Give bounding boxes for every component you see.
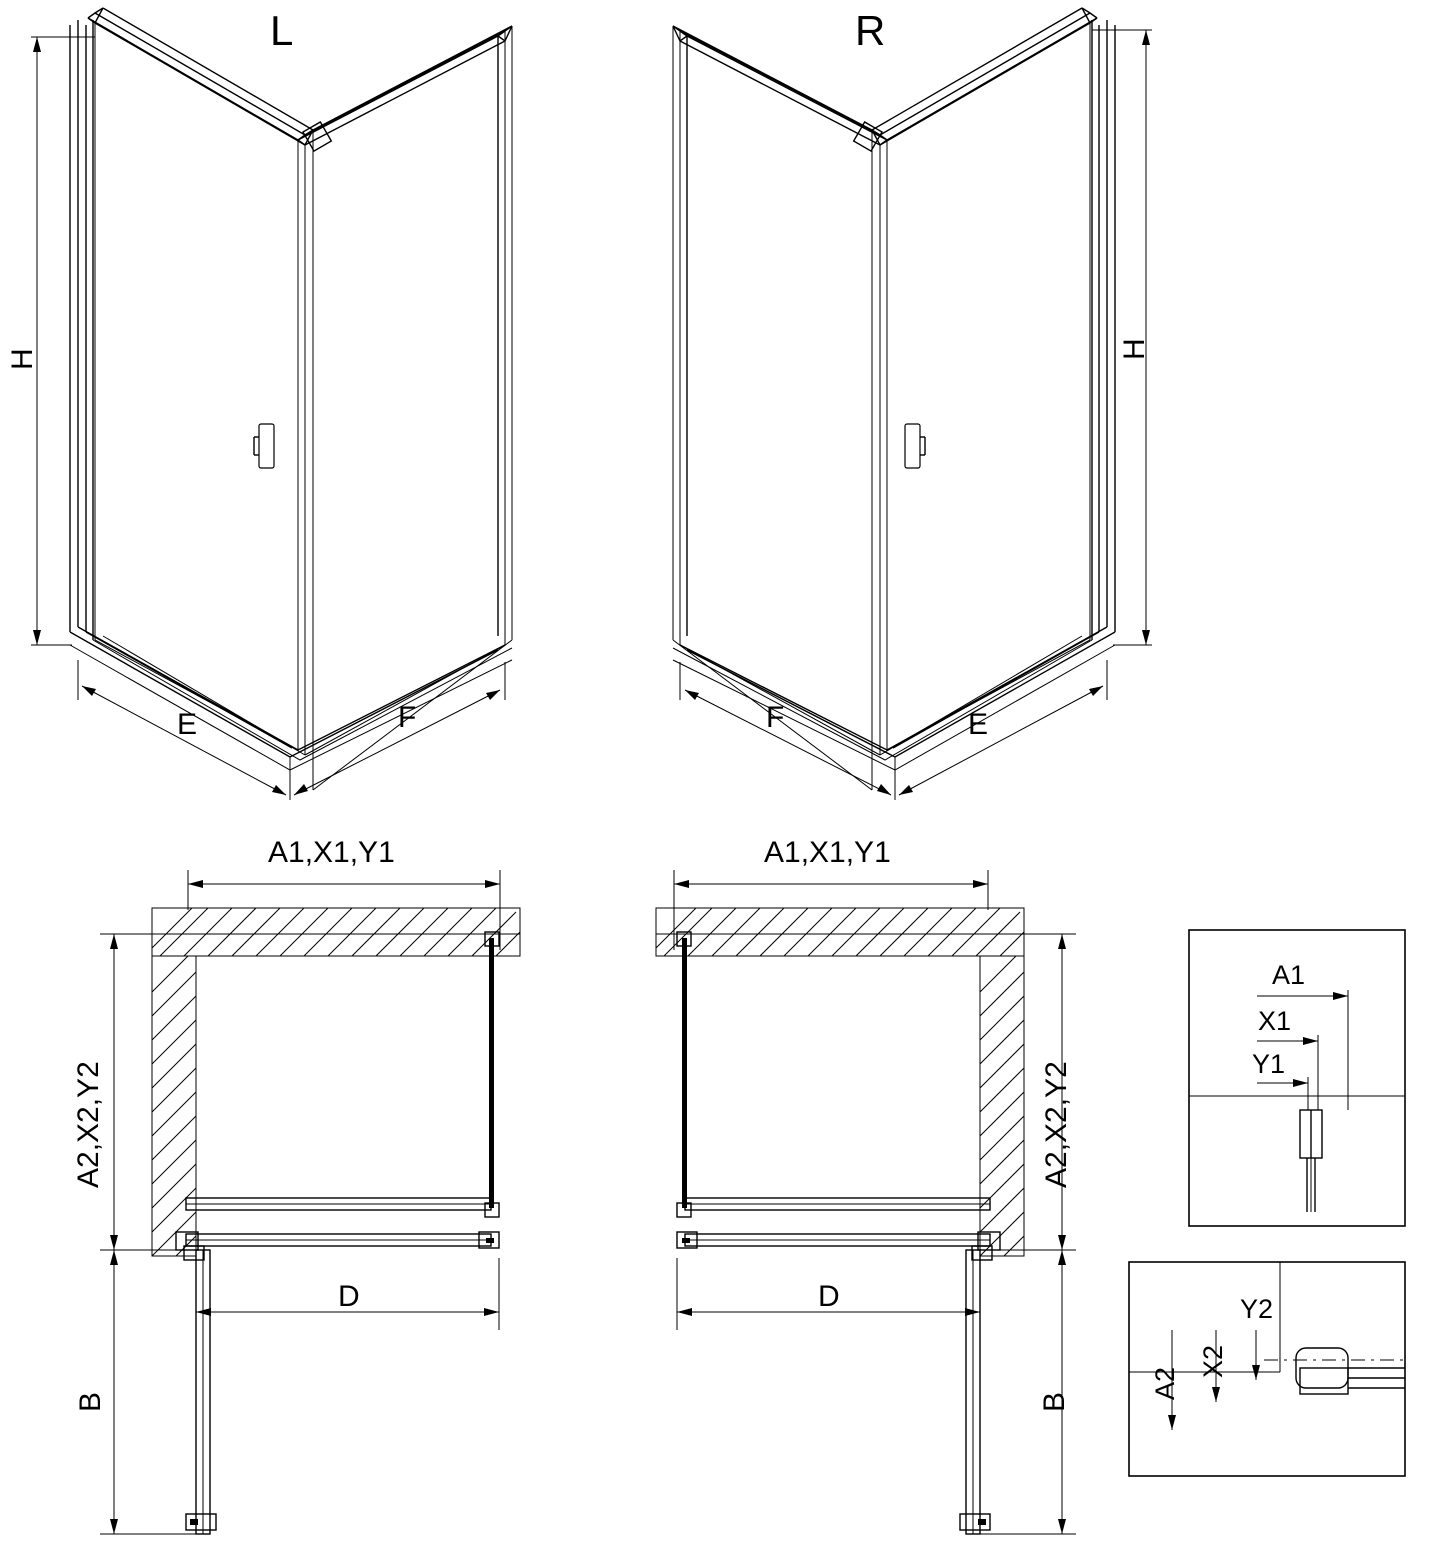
- variant-label-left: L: [270, 7, 294, 54]
- iso-right-base-front-label: E: [968, 708, 989, 741]
- detail-top-label-a1: A1: [1272, 960, 1306, 990]
- plan-left-door-swing-dimension: B: [74, 1391, 107, 1412]
- plan-right-door-swing-dimension: B: [1038, 1391, 1071, 1412]
- iso-view-left: [31, 8, 512, 800]
- detail-top-label-y1: Y1: [1252, 1049, 1286, 1079]
- iso-left-height-label: H: [6, 348, 39, 370]
- plan-left-side-dimension: A2,X2,Y2: [72, 1061, 105, 1188]
- iso-right-base-side-label: F: [766, 701, 785, 734]
- plan-left-top-dimension: A1,X1,Y1: [268, 836, 395, 869]
- detail-bottom-label-a2: A2: [1150, 1366, 1180, 1400]
- plan-view-left: [100, 870, 520, 1534]
- plan-left-door-opening-dimension: D: [338, 1280, 360, 1313]
- variant-label-right: R: [855, 7, 886, 54]
- iso-right-height-label: H: [1118, 338, 1151, 360]
- detail-top-label-x1: X1: [1258, 1006, 1292, 1036]
- plan-right-side-dimension: A2,X2,Y2: [1040, 1061, 1073, 1188]
- detail-bottom-label-x2: X2: [1198, 1344, 1228, 1378]
- plan-right-top-dimension: A1,X1,Y1: [764, 836, 891, 869]
- iso-left-base-side-label: F: [398, 701, 417, 734]
- plan-view-right: [656, 870, 1076, 1534]
- plan-right-door-opening-dimension: D: [818, 1280, 840, 1313]
- iso-left-base-front-label: E: [177, 708, 198, 741]
- iso-view-right: [673, 8, 1152, 800]
- detail-bottom-label-y2: Y2: [1240, 1294, 1274, 1324]
